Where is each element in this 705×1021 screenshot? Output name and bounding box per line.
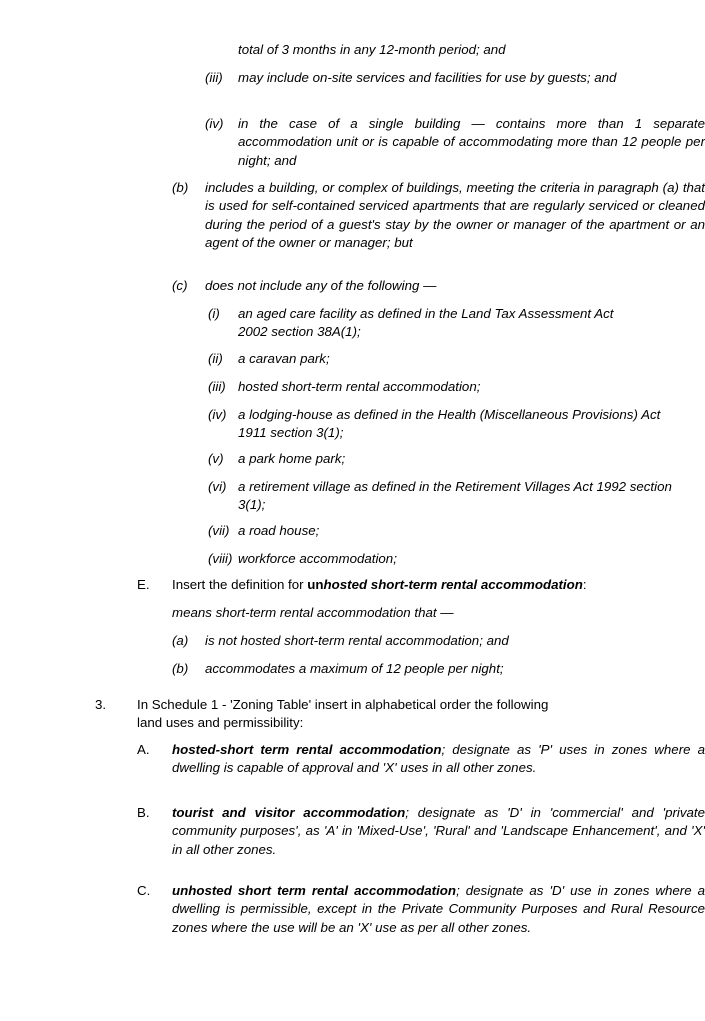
list-item-roman-iv <box>205 115 705 170</box>
exclusion-item-iii <box>208 378 705 396</box>
list-marker: C. <box>137 883 151 898</box>
list-item-text: hosted short-term rental accommodation; <box>238 379 481 394</box>
list-marker: (vii) <box>208 523 230 538</box>
list-item-paragraph-c <box>172 277 705 295</box>
item-3-sub-c-text <box>172 882 705 937</box>
item-e-sub-a <box>172 632 592 650</box>
list-item-text: includes a building, or complex of buildings, meeting the criteria in paragraph (a) that is used for self-contained serviced apartments that are regularly serviced or cleaned during the period of a guest's stay by the owner or manager of the apartment or an agent of the owner or manager; but <box>205 180 705 250</box>
list-item-text: is not hosted short-term rental accommodation; and <box>205 633 509 648</box>
list-marker: (iv) <box>205 116 224 131</box>
item-e-lead-prefix: Insert the definition for <box>172 577 308 592</box>
list-marker: (iii) <box>205 70 223 85</box>
item-e <box>137 576 705 594</box>
list-marker: (b) <box>172 180 189 195</box>
item-e-lead-line <box>172 576 705 594</box>
item-e-term-italic: hosted short-term rental accommodation <box>323 577 583 592</box>
continuation-line-text: total of 3 months in any 12-month period; and <box>238 42 506 57</box>
land-use-designation: ; designate as 'D' use in zones where a dwelling is permissible, except in the Private Community Purposes and Rural Resource zones where the use will be an 'X' use as per all other zones. <box>172 883 705 935</box>
exclusion-item-vi <box>208 478 688 515</box>
exclusion-item-i <box>208 305 628 342</box>
list-item-text: may include on-site services and facilities for use by guests; and <box>238 70 617 85</box>
item-e-definition-line <box>172 604 572 622</box>
exclusion-item-ii <box>208 350 705 368</box>
list-marker: A. <box>137 742 150 757</box>
list-marker: (iii) <box>208 379 226 394</box>
list-marker: (iv) <box>208 407 227 422</box>
list-item-roman-iii <box>205 69 705 87</box>
item-3-sub-a <box>137 741 705 778</box>
land-use-term: unhosted short term rental accommodation <box>172 883 457 898</box>
item-3-sub-b <box>137 804 705 859</box>
item-3-sub-b-text <box>172 804 705 859</box>
item-e-sub-b <box>172 660 592 678</box>
list-item-text: an aged care facility as defined in the Land Tax Assessment Act 2002 section 38A(1); <box>238 306 614 340</box>
exclusion-item-vii <box>208 522 705 540</box>
exclusion-item-iv <box>208 406 678 443</box>
list-marker: (v) <box>208 451 224 466</box>
list-item-paragraph-b <box>172 179 705 252</box>
item-e-definition-text: means short-term rental accommodation that — <box>172 605 454 620</box>
land-use-term: hosted-short term rental accommodation <box>172 742 442 757</box>
land-use-term: tourist and visitor accommodation <box>172 805 406 820</box>
list-marker: (i) <box>208 306 220 321</box>
item-3-sub-c <box>137 882 705 937</box>
land-use-designation: ; designate as 'P' uses in zones where a dwelling is capable of approval and 'X' uses in all other zones. <box>172 742 705 776</box>
list-item-text: workforce accommodation; <box>238 551 397 566</box>
list-item-text: does not include any of the following — <box>205 278 437 293</box>
item-3-sub-a-text <box>172 741 705 778</box>
item-3-text: In Schedule 1 - 'Zoning Table' insert in alphabetical order the following land uses and permissibility: <box>137 697 549 731</box>
list-marker: (ii) <box>208 351 223 366</box>
list-item-text: a retirement village as defined in the Retirement Villages Act 1992 section 3(1); <box>238 479 672 513</box>
list-marker: B. <box>137 805 150 820</box>
exclusion-item-viii <box>208 550 705 568</box>
exclusion-item-v <box>208 450 705 468</box>
continuation-line <box>238 41 705 59</box>
list-marker: E. <box>137 577 150 592</box>
item-e-term-upright: un <box>307 577 324 592</box>
item-3 <box>95 696 565 733</box>
list-marker: (b) <box>172 661 189 676</box>
land-use-designation: ; designate as 'D' in 'commercial' and 'private community purposes', as 'A' in 'Mixed-Use', 'Rural' and 'Landscape Enhancement', and 'X' in all other zones. <box>172 805 705 857</box>
list-marker: (a) <box>172 633 189 648</box>
list-item-text: accommodates a maximum of 12 people per night; <box>205 661 504 676</box>
list-item-text: a lodging-house as defined in the Health (Miscellaneous Provisions) Act 1911 section 3(1); <box>238 407 661 441</box>
list-item-text: a park home park; <box>238 451 346 466</box>
list-item-text: in the case of a single building — contains more than 1 separate accommodation unit or is capable of accommodating more than 12 people per night; and <box>238 116 705 168</box>
list-item-text: a caravan park; <box>238 351 330 366</box>
item-e-lead-suffix: : <box>582 577 587 592</box>
list-marker: (c) <box>172 278 188 293</box>
list-marker: (viii) <box>208 551 233 566</box>
list-marker: 3. <box>95 697 107 712</box>
list-marker: (vi) <box>208 479 227 494</box>
list-item-text: a road house; <box>238 523 320 538</box>
